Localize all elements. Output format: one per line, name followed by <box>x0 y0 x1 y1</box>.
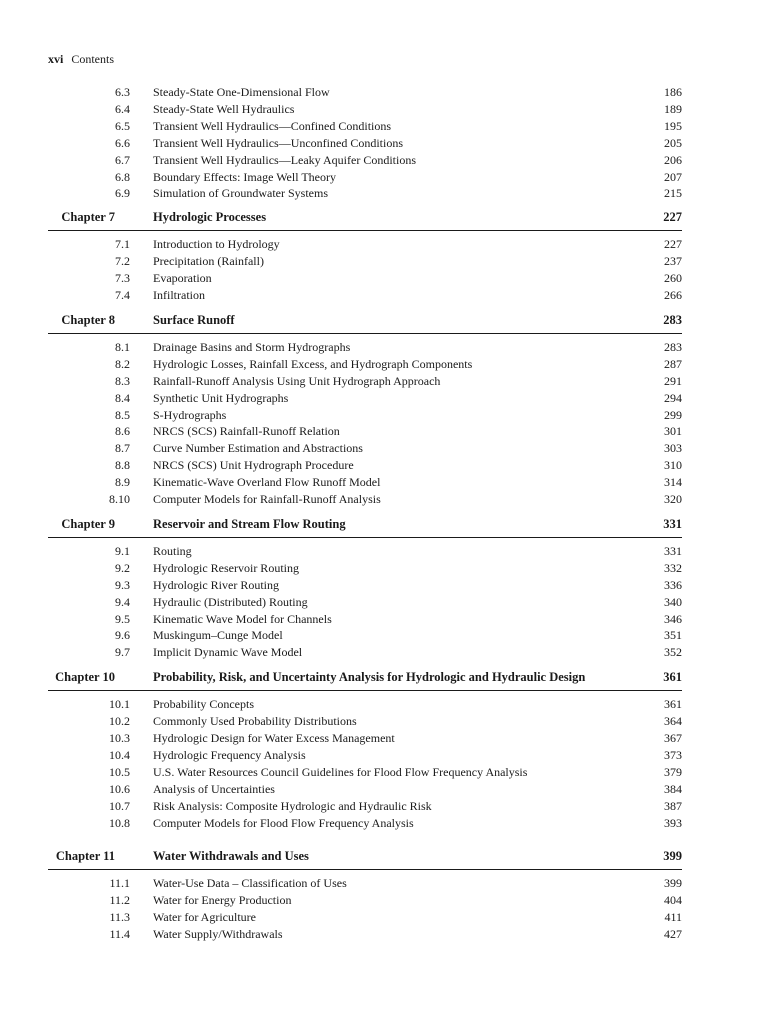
toc-entry[interactable] <box>0 253 768 270</box>
toc-entry[interactable] <box>0 270 768 287</box>
rule-mask-left <box>0 230 48 231</box>
rule-mask-left <box>0 537 48 538</box>
section-title: Probability Concepts <box>153 697 254 712</box>
section-title: Transient Well Hydraulics—Confined Conditions <box>153 118 392 133</box>
section-number: 10.6 <box>109 781 130 796</box>
section-page-number: 186 <box>664 85 682 99</box>
section-page-number: 320 <box>664 492 682 506</box>
section-number: 10.2 <box>109 714 130 729</box>
section-page-number: 310 <box>664 458 682 473</box>
section-number: 6.9 <box>115 186 130 201</box>
toc-entry[interactable] <box>0 457 768 474</box>
section-title: Infiltration <box>153 288 205 302</box>
section-page-number: 227 <box>664 237 682 252</box>
section-page-number: 237 <box>664 254 682 269</box>
section-number: 8.6 <box>115 424 130 439</box>
chapter-label: Chapter 8 <box>61 312 115 327</box>
section-page-number: 340 <box>664 594 682 609</box>
chapter-heading[interactable] <box>0 668 768 691</box>
section-page-number: 336 <box>664 577 682 592</box>
toc-entry[interactable] <box>0 236 768 253</box>
section-number: 7.3 <box>115 271 130 286</box>
section-page-number: 299 <box>664 407 682 422</box>
section-title: Muskingum–Cunge Model <box>153 628 283 643</box>
section-title: Water Supply/Withdrawals <box>153 927 283 942</box>
chapter-page-number: 331 <box>663 516 682 531</box>
section-title: Kinematic Wave Model for Channels <box>153 611 332 626</box>
section-page-number: 404 <box>664 893 682 908</box>
toc-entry[interactable] <box>0 594 768 611</box>
section-number: 7.1 <box>115 237 130 252</box>
section-title: U.S. Water Resources Council Guidelines for Flood Flow Frequency Analysis <box>153 764 528 779</box>
toc-entry[interactable] <box>0 185 768 202</box>
chapter-page-number: 283 <box>663 312 682 327</box>
toc-entry[interactable] <box>0 798 768 815</box>
toc-entry[interactable] <box>0 730 768 747</box>
section-number: 9.3 <box>115 577 130 592</box>
section-title: Steady-State Well Hydraulics <box>153 101 295 116</box>
section-number: 8.4 <box>115 390 130 405</box>
toc-entry[interactable] <box>0 474 768 491</box>
section-number: 9.7 <box>115 645 130 660</box>
section-title: Curve Number Estimation and Abstractions <box>153 441 363 456</box>
toc-entry[interactable] <box>0 84 768 101</box>
chapter-page-number: 399 <box>663 849 682 864</box>
section-number: 7.2 <box>115 254 130 269</box>
chapter-heading[interactable] <box>0 847 768 870</box>
chapter-label: Chapter 11 <box>55 849 115 864</box>
chapter-page-number: 227 <box>663 210 682 225</box>
section-number: 9.6 <box>115 628 130 643</box>
toc-entry[interactable] <box>0 101 768 118</box>
section-page-number: 206 <box>664 152 682 167</box>
section-number: 6.8 <box>115 169 130 184</box>
toc-entry[interactable] <box>0 152 768 169</box>
section-page-number: 351 <box>664 628 682 643</box>
section-page-number: 373 <box>664 747 682 762</box>
section-number: 6.3 <box>115 85 130 99</box>
section-number: 8.2 <box>115 356 130 371</box>
running-head-label: Contents <box>71 52 115 66</box>
toc-entry[interactable] <box>0 764 768 781</box>
section-number: 8.1 <box>115 339 130 354</box>
section-page-number: 411 <box>664 910 682 925</box>
section-number: 8.7 <box>115 441 130 456</box>
rule-mask-left <box>0 333 48 334</box>
toc-entry[interactable] <box>0 423 768 440</box>
section-title: Introduction to Hydrology <box>153 237 280 252</box>
section-number: 9.5 <box>115 611 130 626</box>
toc-entry[interactable] <box>0 407 768 424</box>
toc-entry[interactable] <box>0 611 768 628</box>
section-title: Rainfall-Runoff Analysis Using Unit Hydrograph Approach <box>153 373 441 388</box>
toc-entry[interactable] <box>0 892 768 909</box>
section-title: Steady-State One-Dimensional Flow <box>153 85 330 99</box>
toc-entry[interactable] <box>0 118 768 135</box>
section-page-number: 207 <box>664 169 682 184</box>
toc-entry[interactable] <box>0 644 768 661</box>
section-number: 8.8 <box>115 458 130 473</box>
toc-entry[interactable] <box>0 875 768 892</box>
toc-entry[interactable] <box>0 696 768 713</box>
chapter-title: Surface Runoff <box>153 312 235 327</box>
section-title: Analysis of Uncertainties <box>153 781 275 796</box>
toc-entry[interactable] <box>0 909 768 926</box>
section-number: 10.1 <box>109 697 130 712</box>
toc-entry[interactable] <box>0 390 768 407</box>
section-number: 9.2 <box>115 560 130 575</box>
section-number: 7.4 <box>115 288 130 302</box>
section-page-number: 352 <box>664 645 682 660</box>
section-page-number: 384 <box>664 781 682 796</box>
toc-entry[interactable] <box>0 747 768 764</box>
section-title: Water-Use Data – Classification of Uses <box>153 876 347 891</box>
chapter-label: Chapter 10 <box>55 670 115 685</box>
section-page-number: 399 <box>664 876 682 891</box>
toc-entry[interactable] <box>0 577 768 594</box>
section-title: Hydrologic Losses, Rainfall Excess, and Hydrograph Components <box>153 356 473 371</box>
rule-mask-right <box>682 333 768 334</box>
chapter-title: Probability, Risk, and Uncertainty Analysis for Hydrologic and Hydraulic Design <box>153 670 586 685</box>
section-title: Implicit Dynamic Wave Model <box>153 645 303 660</box>
section-page-number: 387 <box>664 798 682 813</box>
section-title: Commonly Used Probability Distributions <box>153 714 357 729</box>
rule-mask-left <box>0 869 48 870</box>
toc-entry[interactable] <box>0 169 768 186</box>
toc-entry[interactable] <box>0 440 768 457</box>
toc-entry[interactable] <box>0 627 768 644</box>
section-title: Synthetic Unit Hydrographs <box>153 390 289 405</box>
chapter-label: Chapter 9 <box>61 516 115 531</box>
section-page-number: 266 <box>664 288 682 302</box>
section-title: NRCS (SCS) Unit Hydrograph Procedure <box>153 458 354 473</box>
toc-entry[interactable] <box>0 815 768 832</box>
section-title: Simulation of Groundwater Systems <box>153 186 328 201</box>
section-title: Routing <box>153 543 192 558</box>
section-page-number: 393 <box>664 815 682 830</box>
section-page-number: 346 <box>664 611 682 626</box>
section-page-number: 427 <box>664 927 682 942</box>
toc-entry[interactable] <box>0 491 768 508</box>
section-number: 6.7 <box>115 152 130 167</box>
section-title: Transient Well Hydraulics—Unconfined Conditions <box>153 135 404 150</box>
toc-entry[interactable] <box>0 560 768 577</box>
section-page-number: 189 <box>664 101 682 116</box>
section-number: 10.7 <box>109 798 130 813</box>
section-number: 10.4 <box>109 747 130 762</box>
section-page-number: 283 <box>664 339 682 354</box>
toc-entry[interactable] <box>0 713 768 730</box>
chapter-label: Chapter 7 <box>61 210 115 225</box>
section-page-number: 332 <box>664 560 682 575</box>
section-number: 8.5 <box>115 407 130 422</box>
chapter-heading[interactable] <box>0 515 768 538</box>
section-number: 11.4 <box>109 927 130 942</box>
section-title: Risk Analysis: Composite Hydrologic and Hydraulic Risk <box>153 798 432 813</box>
section-number: 9.4 <box>115 594 130 609</box>
section-title: Computer Models for Flood Flow Frequency Analysis <box>153 815 414 830</box>
chapter-title: Hydrologic Processes <box>153 210 267 225</box>
section-title: Kinematic-Wave Overland Flow Runoff Model <box>153 475 381 490</box>
rule-mask-right <box>682 869 768 870</box>
section-number: 11.3 <box>109 910 130 925</box>
toc-entry[interactable] <box>0 135 768 152</box>
section-number: 6.5 <box>115 118 130 133</box>
section-number: 10.5 <box>109 764 130 779</box>
section-title: Hydrologic Design for Water Excess Management <box>153 731 395 745</box>
section-title: Hydraulic (Distributed) Routing <box>153 594 308 609</box>
section-page-number: 367 <box>664 731 682 745</box>
section-page-number: 287 <box>664 356 682 371</box>
section-page-number: 314 <box>664 475 682 490</box>
section-page-number: 215 <box>664 186 682 201</box>
section-number: 9.1 <box>115 543 130 558</box>
section-title: Boundary Effects: Image Well Theory <box>153 169 336 184</box>
section-page-number: 331 <box>664 543 682 558</box>
toc-entry[interactable] <box>0 373 768 390</box>
section-page-number: 361 <box>664 697 682 712</box>
chapter-heading[interactable] <box>0 311 768 334</box>
section-page-number: 291 <box>664 373 682 388</box>
section-page-number: 195 <box>664 118 682 133</box>
chapter-heading[interactable] <box>0 208 768 231</box>
chapter-title: Reservoir and Stream Flow Routing <box>153 516 346 531</box>
section-number: 8.10 <box>109 492 130 506</box>
toc-entry[interactable] <box>0 926 768 943</box>
section-number: 8.3 <box>115 373 130 388</box>
section-page-number: 301 <box>664 424 682 439</box>
section-number: 11.1 <box>109 876 130 891</box>
chapter-page-number: 361 <box>663 670 682 685</box>
section-title: Precipitation (Rainfall) <box>153 254 264 269</box>
section-title: Water for Energy Production <box>153 893 292 908</box>
rule-mask-right <box>682 690 768 691</box>
section-page-number: 205 <box>664 135 682 150</box>
section-number: 11.2 <box>109 893 130 908</box>
section-title: S-Hydrographs <box>153 407 227 422</box>
rule-mask-right <box>682 230 768 231</box>
section-title: Drainage Basins and Storm Hydrographs <box>153 339 351 354</box>
section-number: 10.3 <box>109 731 130 745</box>
toc-entry[interactable] <box>0 287 768 304</box>
section-title: Water for Agriculture <box>153 910 256 925</box>
section-number: 8.9 <box>115 475 130 490</box>
section-title: Hydrologic Frequency Analysis <box>153 747 306 762</box>
section-title: Transient Well Hydraulics—Leaky Aquifer Conditions <box>153 152 417 167</box>
toc-entry[interactable] <box>0 356 768 373</box>
section-title: Evaporation <box>153 271 212 286</box>
section-page-number: 294 <box>664 390 682 405</box>
section-page-number: 379 <box>664 764 682 779</box>
section-page-number: 303 <box>664 441 682 456</box>
section-title: Computer Models for Rainfall-Runoff Analysis <box>153 492 381 506</box>
section-number: 6.6 <box>115 135 130 150</box>
section-page-number: 260 <box>664 271 682 286</box>
toc-entry[interactable] <box>0 339 768 356</box>
section-title: NRCS (SCS) Rainfall-Runoff Relation <box>153 424 340 439</box>
chapter-title: Water Withdrawals and Uses <box>153 849 309 864</box>
section-title: Hydrologic Reservoir Routing <box>153 560 299 575</box>
toc-entry[interactable] <box>0 781 768 798</box>
page-number: xvi <box>48 52 64 66</box>
running-head <box>48 51 114 67</box>
section-number: 6.4 <box>115 101 130 116</box>
toc-entry[interactable] <box>0 543 768 560</box>
section-title: Hydrologic River Routing <box>153 577 279 592</box>
rule-mask-left <box>0 690 48 691</box>
section-page-number: 364 <box>664 714 682 729</box>
rule-mask-right <box>682 537 768 538</box>
section-number: 10.8 <box>109 815 130 830</box>
